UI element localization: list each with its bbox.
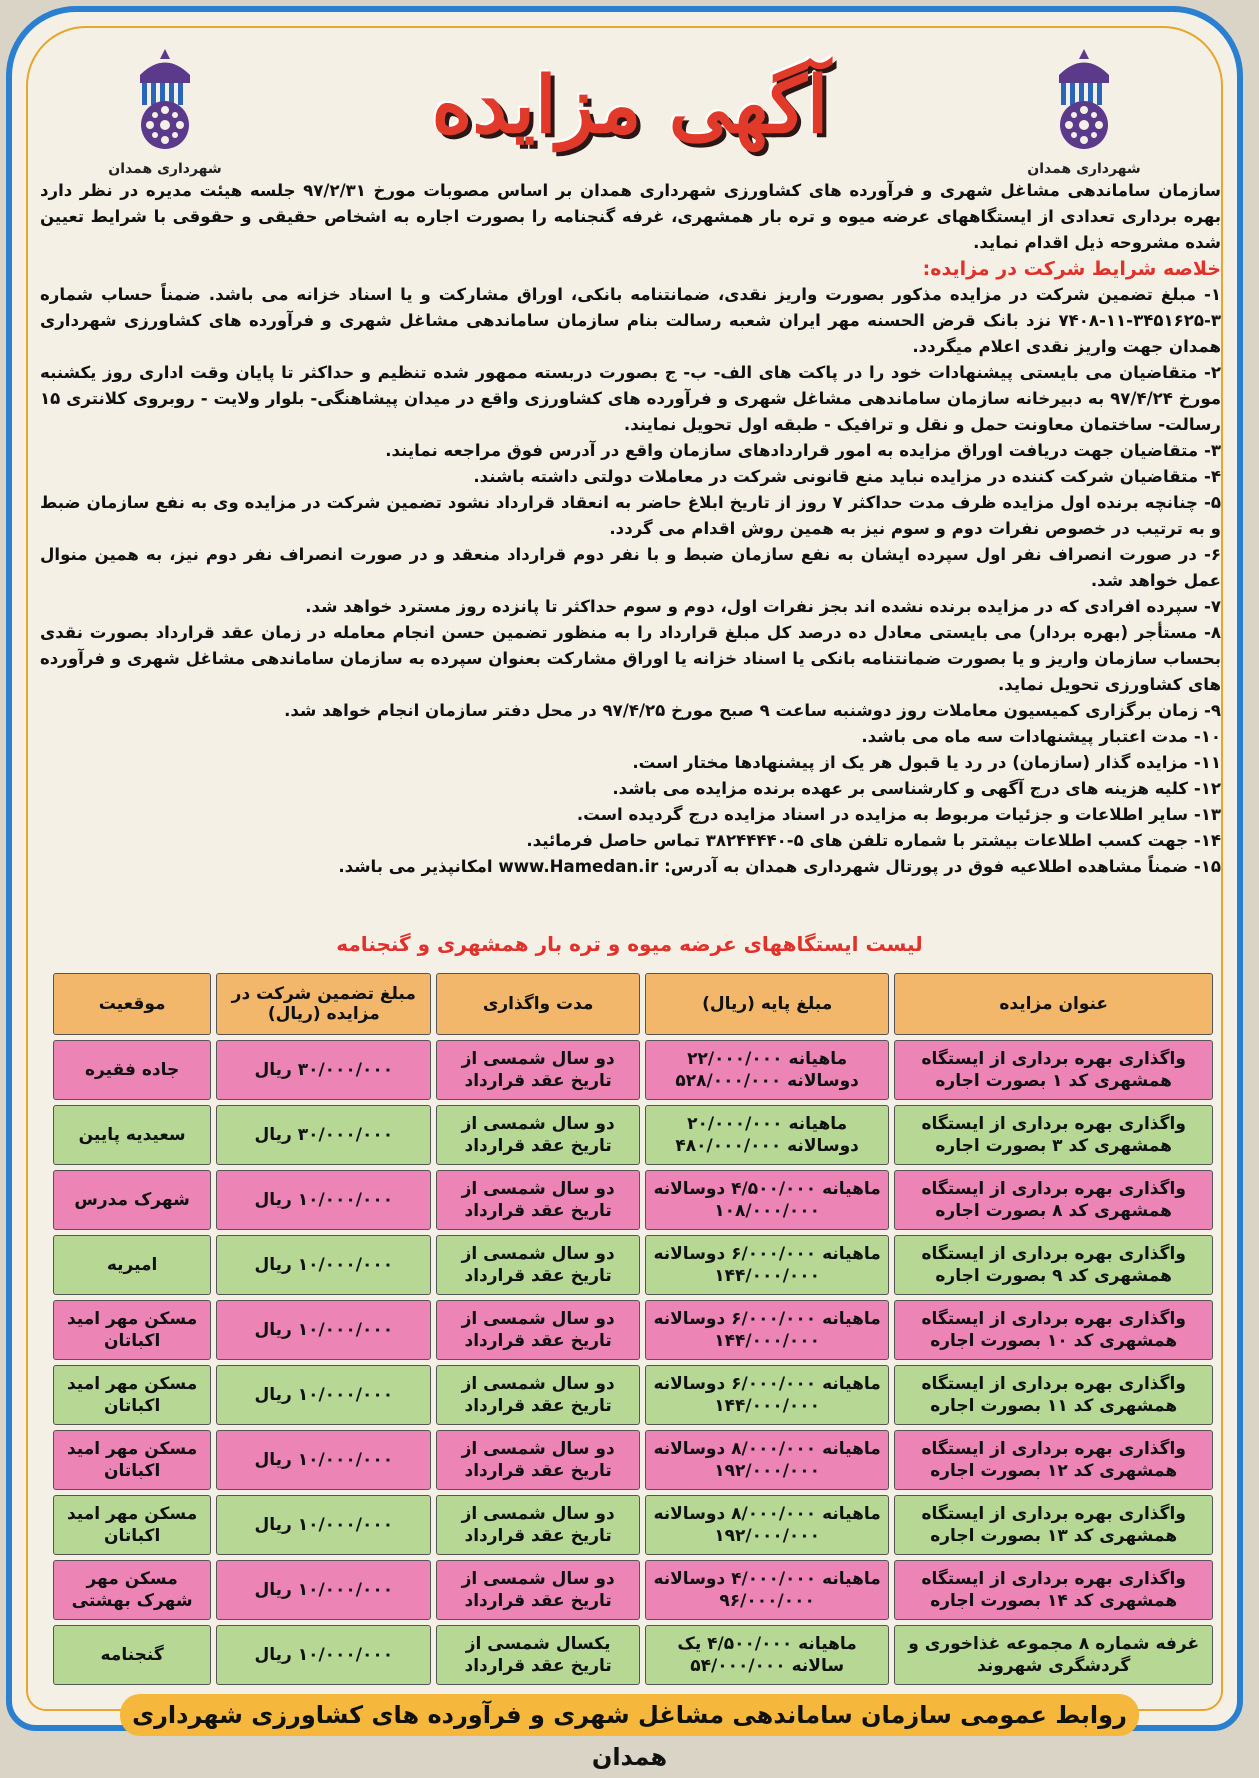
table-cell: دو سال شمسی از تاریخ عقد قرارداد [436, 1170, 640, 1230]
table-cell: دو سال شمسی از تاریخ عقد قرارداد [436, 1235, 640, 1295]
table-row [53, 1170, 1213, 1230]
notice-body [40, 178, 1221, 880]
table-header-row [53, 973, 1213, 1035]
column-header: مبلغ تضمین شرکت در مزایده (ریال) [216, 973, 431, 1035]
table-cell: دو سال شمسی از تاریخ عقد قرارداد [436, 1105, 640, 1165]
table-cell: واگذاری بهره برداری از ایستگاه همشهری کد ۱۱ بصورت اجاره [894, 1365, 1213, 1425]
table-cell: جاده فقیره [53, 1040, 211, 1100]
table-cell: سعیدیه پایین [53, 1105, 211, 1165]
condition-item: ۱۲- کلیه هزینه های درج آگهی و کارشناسی بر عهده برنده مزایده می باشد. [612, 779, 1221, 798]
condition-item: ۱- مبلغ تضمین شرکت در مزایده مذکور بصورت واریز نقدی، ضمانتنامه بانکی، اوراق مشارکت و یا اسناد خزانه می باشد. ضمناً حساب شماره ۳-۳۴۵۱۶۲۵-۱۱-۷۴۰۸ نزد بانک قرض الحسنه مهر ایران شعبه رسالت بنام سازمان ساماندهی مشاغل شهری و فرآورده های کشاورزی شهرداری همدان جهت واریز نقدی اعلام میگردد. [40, 285, 1221, 356]
table-cell: ماهیانه ۸/۰۰۰/۰۰۰ دوسالانه ۱۹۲/۰۰۰/۰۰۰ [645, 1430, 889, 1490]
column-header: موقعیت [53, 973, 211, 1035]
condition-item: ۸- مستأجر (بهره بردار) می بایستی معادل ده درصد کل مبلغ قرارداد را به منظور تضمین حسن انجام معامله در زمان عقد قرارداد بصورت نقدی بحساب سازمان واریز و یا بصورت ضمانتنامه بانکی یا اسناد خزانه یا اوراق مشارکت بعنوان سپرده به سازمان ساماندهی مشاغل شهری و فرآورده های کشاورزی تحویل نماید. [40, 623, 1221, 694]
logo-caption: شهرداری همدان [1027, 161, 1141, 177]
table-cell: مسکن مهر امید اکباتان [53, 1300, 211, 1360]
table-cell: مسکن مهر امید اکباتان [53, 1495, 211, 1555]
column-header: مدت واگذاری [436, 973, 640, 1035]
table-cell: دو سال شمسی از تاریخ عقد قرارداد [436, 1365, 640, 1425]
table-cell: دو سال شمسی از تاریخ عقد قرارداد [436, 1560, 640, 1620]
condition-item: ۱۱- مزایده گذار (سازمان) در رد یا قبول هر یک از پیشنهادها مختار است. [632, 753, 1221, 772]
municipality-logo-left [100, 45, 230, 177]
table-cell: ماهیانه ۴/۵۰۰/۰۰۰ یک سالانه ۵۴/۰۰۰/۰۰۰ [645, 1625, 889, 1685]
table-row [53, 1040, 1213, 1100]
table-cell: ۱۰/۰۰۰/۰۰۰ ریال [216, 1365, 431, 1425]
condition-item: ۱۴- جهت کسب اطلاعات بیشتر با شماره تلفن های ۵-۳۸۲۴۴۴۴۰ تماس حاصل فرمائید. [526, 831, 1221, 850]
municipality-emblem-icon [120, 45, 210, 155]
table-cell: واگذاری بهره برداری از ایستگاه همشهری کد ۱ بصورت اجاره [894, 1040, 1213, 1100]
logo-caption: شهرداری همدان [108, 161, 222, 177]
public-relations-footer: روابط عمومی سازمان ساماندهی مشاغل شهری و فرآورده های کشاورزی شهرداری همدان [120, 1694, 1139, 1736]
condition-item: ۳- متقاضیان جهت دریافت اوراق مزایده به امور قراردادهای سازمان واقع در آدرس فوق مراجعه نمایند. [385, 441, 1221, 460]
stations-list-title: لیست ایستگاههای عرضه میوه و تره بار همشهری و گنجنامه [336, 932, 923, 956]
table-cell: غرفه شماره ۸ مجموعه غذاخوری و گردشگری شهروند [894, 1625, 1213, 1685]
municipality-logo-right [1019, 45, 1149, 177]
table-cell: ماهیانه ۶/۰۰۰/۰۰۰ دوسالانه ۱۴۴/۰۰۰/۰۰۰ [645, 1300, 889, 1360]
table-row [53, 1105, 1213, 1165]
table-cell: دو سال شمسی از تاریخ عقد قرارداد [436, 1495, 640, 1555]
table-row [53, 1560, 1213, 1620]
column-header: مبلغ پایه (ریال) [645, 973, 889, 1035]
table-cell: ماهیانه ۴/۵۰۰/۰۰۰ دوسالانه ۱۰۸/۰۰۰/۰۰۰ [645, 1170, 889, 1230]
table-cell: ماهیانه ۸/۰۰۰/۰۰۰ دوسالانه ۱۹۲/۰۰۰/۰۰۰ [645, 1495, 889, 1555]
condition-item: ۷- سپرده افرادی که در مزایده برنده نشده اند بجز نفرات اول، دوم و سوم حداکثر تا پانزده روز مسترد خواهد شد. [305, 597, 1221, 616]
condition-item: ۹- زمان برگزاری کمیسیون معاملات روز دوشنبه ساعت ۹ صبح مورخ ۹۷/۴/۲۵ در محل دفتر سازمان انجام خواهد شد. [284, 701, 1221, 720]
table-cell: دو سال شمسی از تاریخ عقد قرارداد [436, 1430, 640, 1490]
table-cell: ماهیانه ۴/۰۰۰/۰۰۰ دوسالانه ۹۶/۰۰۰/۰۰۰ [645, 1560, 889, 1620]
table-cell: واگذاری بهره برداری از ایستگاه همشهری کد ۱۴ بصورت اجاره [894, 1560, 1213, 1620]
condition-item: ۲- متقاضیان می بایستی پیشنهادات خود را در پاکت های الف- ب- ج بصورت دربسته ممهور شده تنظیم و حداکثر تا پایان وقت اداری روز یکشنبه مورخ ۹۷/۴/۲۴ به دبیرخانه سازمان ساماندهی مشاغل شهری و فرآورده های کشاورزی واقع در میدان پیشاهنگی- بلوار ولایت - روبروی کلانتری ۱۵ رسالت- ساختمان معاونت حمل و نقل و ترافیک - طبقه اول تحویل نمایند. [40, 363, 1221, 434]
municipality-emblem-icon [1039, 45, 1129, 155]
table-cell: ۱۰/۰۰۰/۰۰۰ ریال [216, 1430, 431, 1490]
table-cell: ماهیانه ۲۲/۰۰۰/۰۰۰ دوسالانه ۵۲۸/۰۰۰/۰۰۰ [645, 1040, 889, 1100]
table-cell: ۳۰/۰۰۰/۰۰۰ ریال [216, 1105, 431, 1165]
table-row [53, 1235, 1213, 1295]
table-cell: واگذاری بهره برداری از ایستگاه همشهری کد ۸ بصورت اجاره [894, 1170, 1213, 1230]
condition-item: ۶- در صورت انصراف نفر اول سپرده ایشان به نفع سازمان ضبط و با نفر دوم قرارداد منعقد و در صورت انصراف نفر دوم نیز، به همین منوال عمل خواهد شد. [40, 545, 1221, 590]
table-cell: ۱۰/۰۰۰/۰۰۰ ریال [216, 1495, 431, 1555]
table-cell: گنجنامه [53, 1625, 211, 1685]
table-cell: ۱۰/۰۰۰/۰۰۰ ریال [216, 1560, 431, 1620]
table-cell: یکسال شمسی از تاریخ عقد قرارداد [436, 1625, 640, 1685]
table-cell: مسکن مهر امید اکباتان [53, 1430, 211, 1490]
column-header: عنوان مزایده [894, 973, 1213, 1035]
condition-item: ۴- متقاضیان شرکت کننده در مزایده نباید منع قانونی شرکت در معاملات دولتی داشته باشند. [473, 467, 1221, 486]
table-cell: مسکن مهر شهرک بهشتی [53, 1560, 211, 1620]
table-cell: واگذاری بهره برداری از ایستگاه همشهری کد ۱۳ بصورت اجاره [894, 1495, 1213, 1555]
table-row [53, 1430, 1213, 1490]
condition-item: ۵- چنانچه برنده اول مزایده ظرف مدت حداکثر ۷ روز از تاریخ ابلاغ حاضر به انعقاد قرارداد نشود تضمین شرکت در مزایده وی به نفع سازمان ضبط و به ترتیب در خصوص نفرات دوم و سوم نیز به همین روش اقدام می گردد. [40, 493, 1222, 538]
table-cell: ماهیانه ۲۰/۰۰۰/۰۰۰ دوسالانه ۴۸۰/۰۰۰/۰۰۰ [645, 1105, 889, 1165]
table-cell: واگذاری بهره برداری از ایستگاه همشهری کد ۹ بصورت اجاره [894, 1235, 1213, 1295]
table-cell: ۱۰/۰۰۰/۰۰۰ ریال [216, 1625, 431, 1685]
condition-item: ۱۰- مدت اعتبار پیشنهادات سه ماه می باشد. [861, 727, 1221, 746]
table-cell: ماهیانه ۶/۰۰۰/۰۰۰ دوسالانه ۱۴۴/۰۰۰/۰۰۰ [645, 1235, 889, 1295]
table-cell: ماهیانه ۶/۰۰۰/۰۰۰ دوسالانه ۱۴۴/۰۰۰/۰۰۰ [645, 1365, 889, 1425]
table-cell: ۳۰/۰۰۰/۰۰۰ ریال [216, 1040, 431, 1100]
table-cell: شهرک مدرس [53, 1170, 211, 1230]
table-row [53, 1300, 1213, 1360]
table-cell: ۱۰/۰۰۰/۰۰۰ ریال [216, 1235, 431, 1295]
table-cell: امیریه [53, 1235, 211, 1295]
table-cell: واگذاری بهره برداری از ایستگاه همشهری کد ۱۰ بصورت اجاره [894, 1300, 1213, 1360]
table-row [53, 1495, 1213, 1555]
table-cell: دو سال شمسی از تاریخ عقد قرارداد [436, 1300, 640, 1360]
conditions-heading: خلاصه شرایط شرکت در مزایده: [922, 258, 1221, 280]
page-title: آگهی مزایده [431, 60, 829, 151]
stations-table [48, 968, 1218, 1690]
table-cell: مسکن مهر امید اکباتان [53, 1365, 211, 1425]
table-cell: ۱۰/۰۰۰/۰۰۰ ریال [216, 1170, 431, 1230]
table-cell: واگذاری بهره برداری از ایستگاه همشهری کد ۱۲ بصورت اجاره [894, 1430, 1213, 1490]
condition-item: ۱۳- سایر اطلاعات و جزئیات مربوط به مزایده در اسناد مزایده درج گردیده است. [576, 805, 1221, 824]
intro-paragraph: سازمان ساماندهی مشاغل شهری و فرآورده های کشاورزی شهرداری همدان بر اساس مصوبات مورخ ۹۷/۲/۳۱ جلسه هیئت مدیره در نظر دارد بهره برداری تعدادی از ایستگاههای عرضه میوه و تره بار همشهری، غرفه گنجنامه را بصورت اجاره به اشخاص حقیقی و حقوقی با شرایط تعیین شده مشروحه ذیل اقدام نماید. [40, 181, 1221, 252]
table-cell: ۱۰/۰۰۰/۰۰۰ ریال [216, 1300, 431, 1360]
condition-item: ۱۵- ضمناً مشاهده اطلاعیه فوق در پورتال شهرداری همدان به آدرس: www.Hamedan.ir امکانپذیر می باشد. [338, 857, 1221, 876]
table-cell: واگذاری بهره برداری از ایستگاه همشهری کد ۳ بصورت اجاره [894, 1105, 1213, 1165]
table-row [53, 1365, 1213, 1425]
table-cell: دو سال شمسی از تاریخ عقد قرارداد [436, 1040, 640, 1100]
table-row [53, 1625, 1213, 1685]
